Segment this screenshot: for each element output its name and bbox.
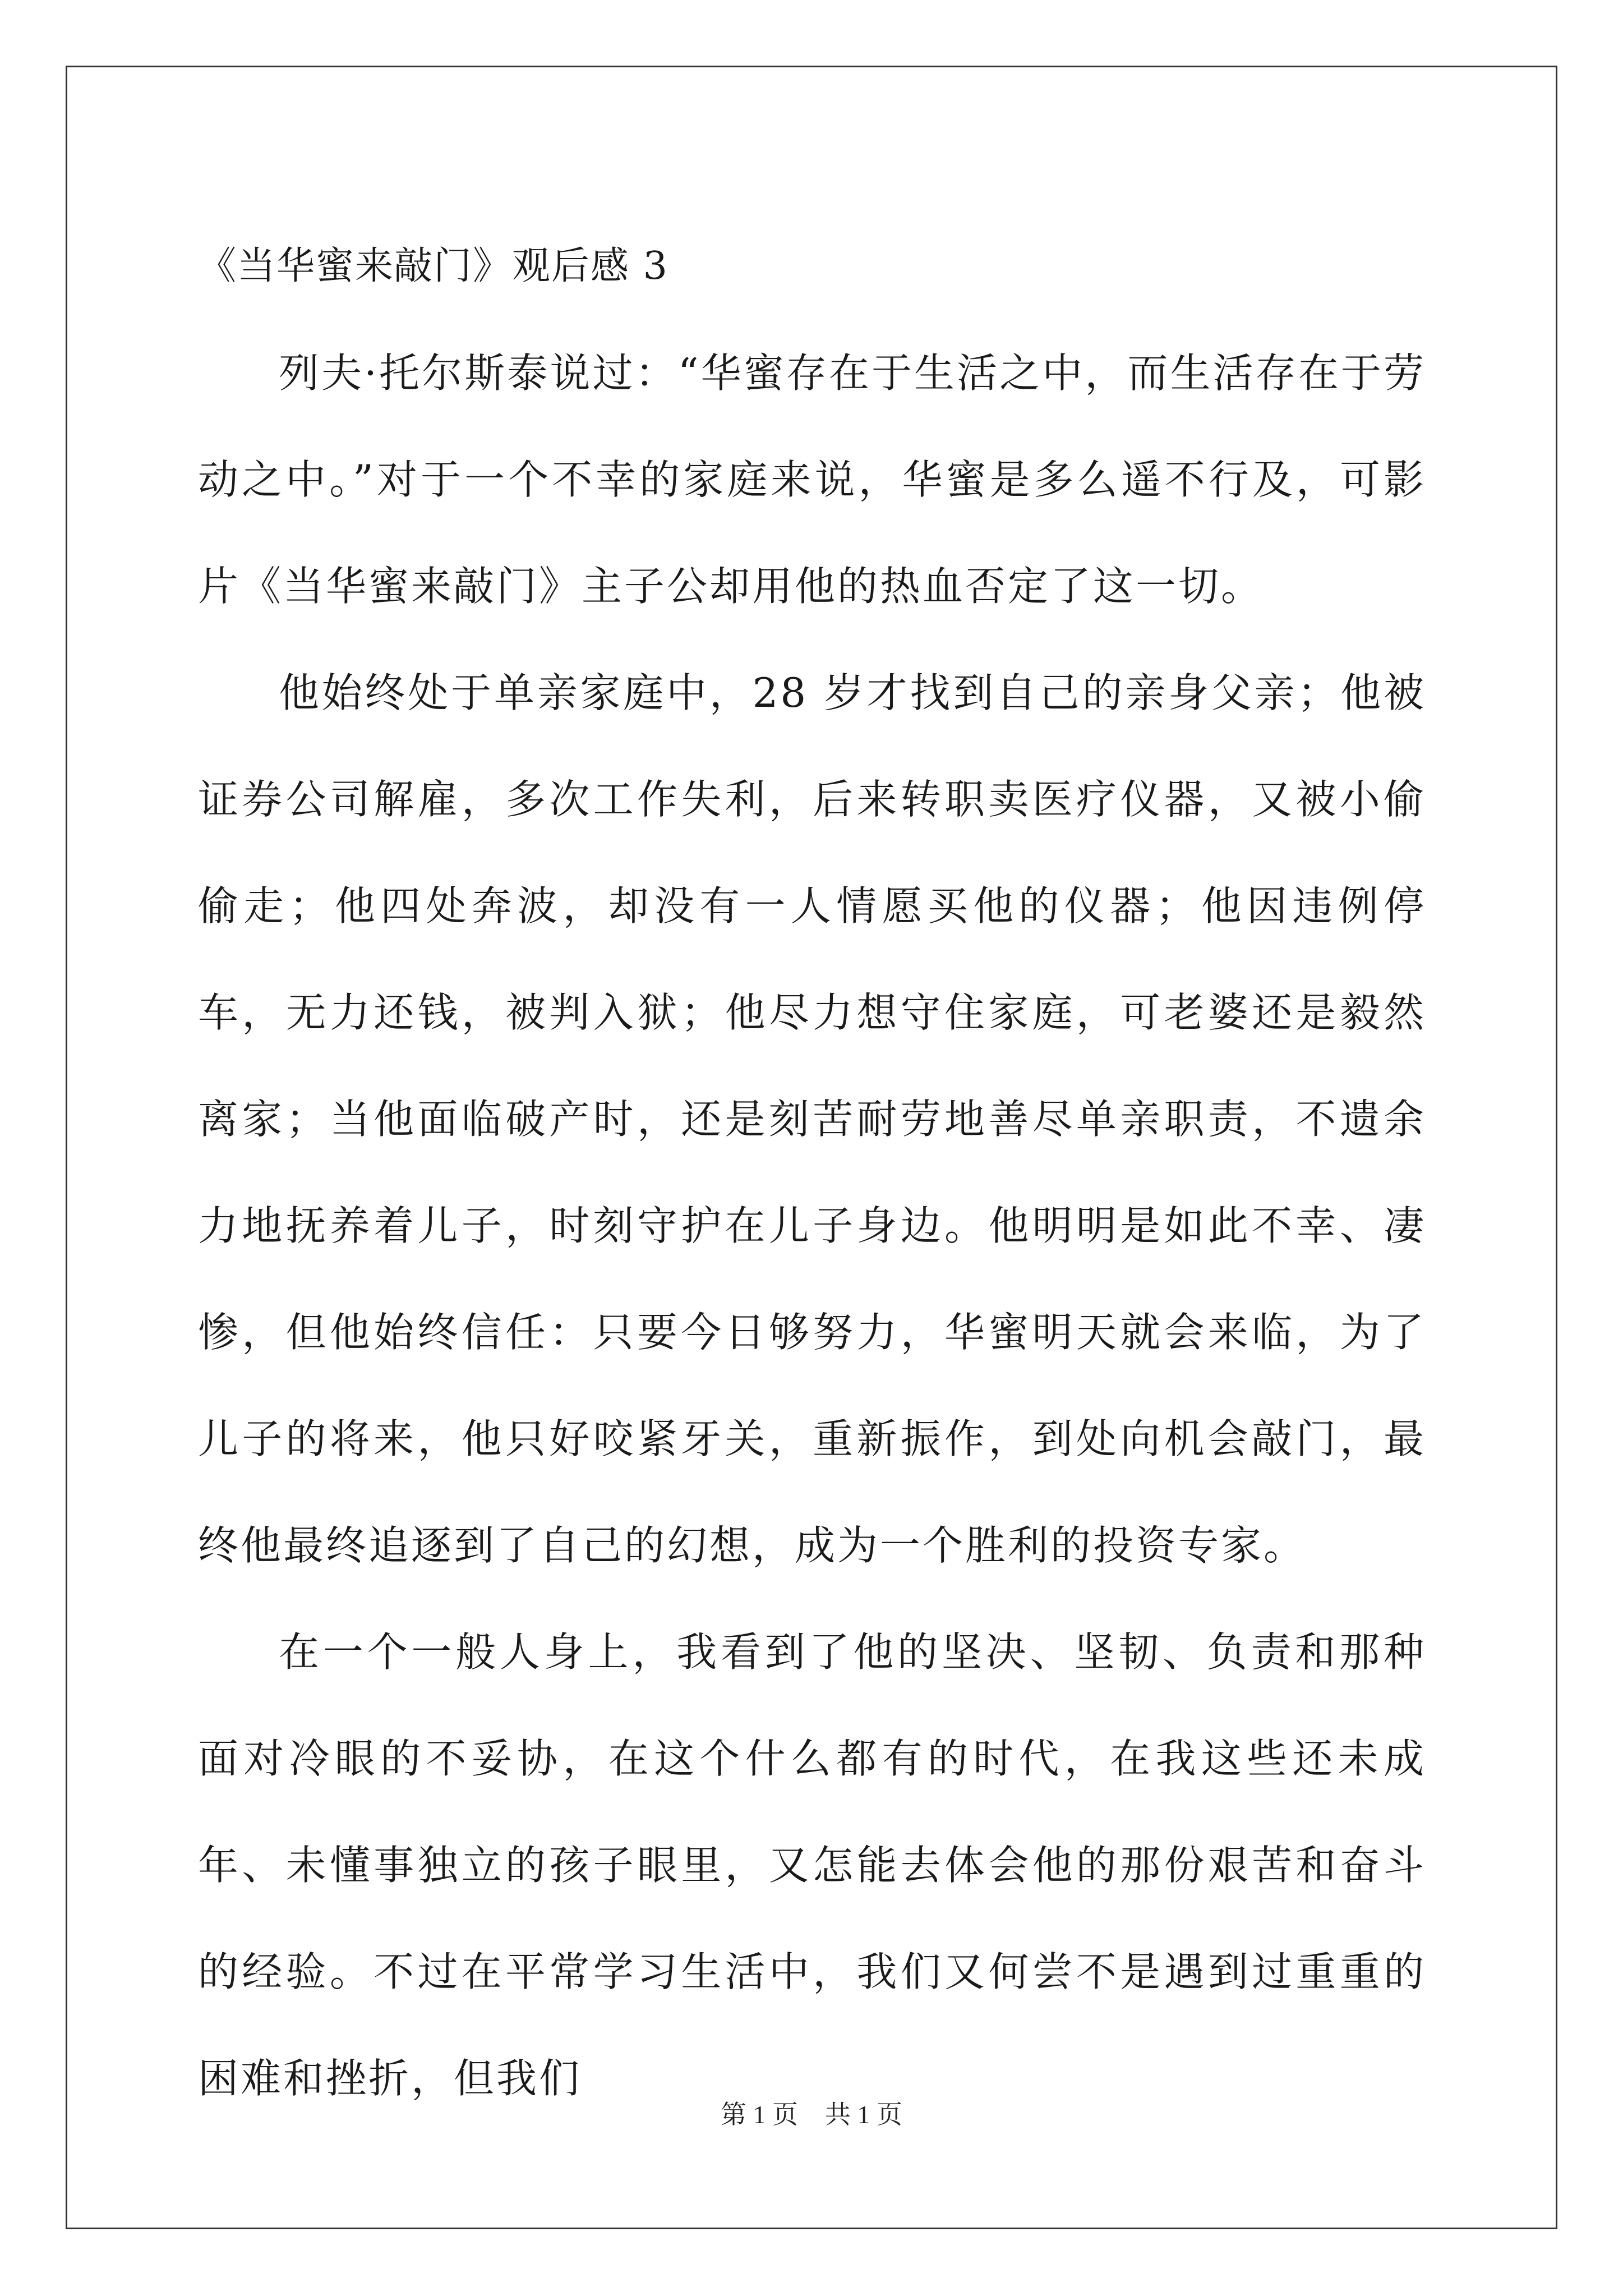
page-total: 共 1 页 (825, 2100, 902, 2129)
page-number: 第 1 页 (721, 2100, 798, 2129)
paragraph-3: 在一个一般人身上，我看到了他的坚决、坚韧、负责和那种面对冷眼的不妥协，在这个什么都有的时代，在我这些还未成年、未懂事独立的孩子眼里，又怎能去体会他的那份艰苦和奋斗的经验。不过在平常学习生活中，我们又何尝不是遇到过重重的困难和挫折，但我们 (198, 1628, 1426, 2102)
page-footer (0, 2098, 1623, 2132)
document-title: 《当华蜜来敲门》观后感 3 (198, 244, 668, 288)
document-body (198, 213, 1426, 2132)
paragraph-2: 他始终处于单亲家庭中，28 岁才找到自己的亲身父亲；他被证券公司解雇，多次工作失利，后来转职卖医疗仪器，又被小偷偷走；他四处奔波，却没有一人情愿买他的仪器；他因违例停车，无力还钱，被判入狱；他尽力想守住家庭，可老婆还是毅然离家；当他面临破产时，还是刻苦耐劳地善尽单亲职责，不遗余力地抚养着儿子，时刻守护在儿子身边。他明明是如此不幸、凄惨，但他始终信任：只要今日够努力，华蜜明天就会来临，为了儿子的将来，他只好咬紧牙关，重新振作，到处向机会敲门，最终他最终追逐到了自己的幻想，成为一个胜利的投资专家。 (198, 669, 1426, 1569)
paragraph-1: 列夫·托尔斯泰说过：“华蜜存在于生活之中，而生活存在于劳动之中。”对于一个不幸的家庭来说，华蜜是多么遥不行及，可影片《当华蜜来敲门》主子公却用他的热血否定了这一切。 (198, 349, 1426, 610)
